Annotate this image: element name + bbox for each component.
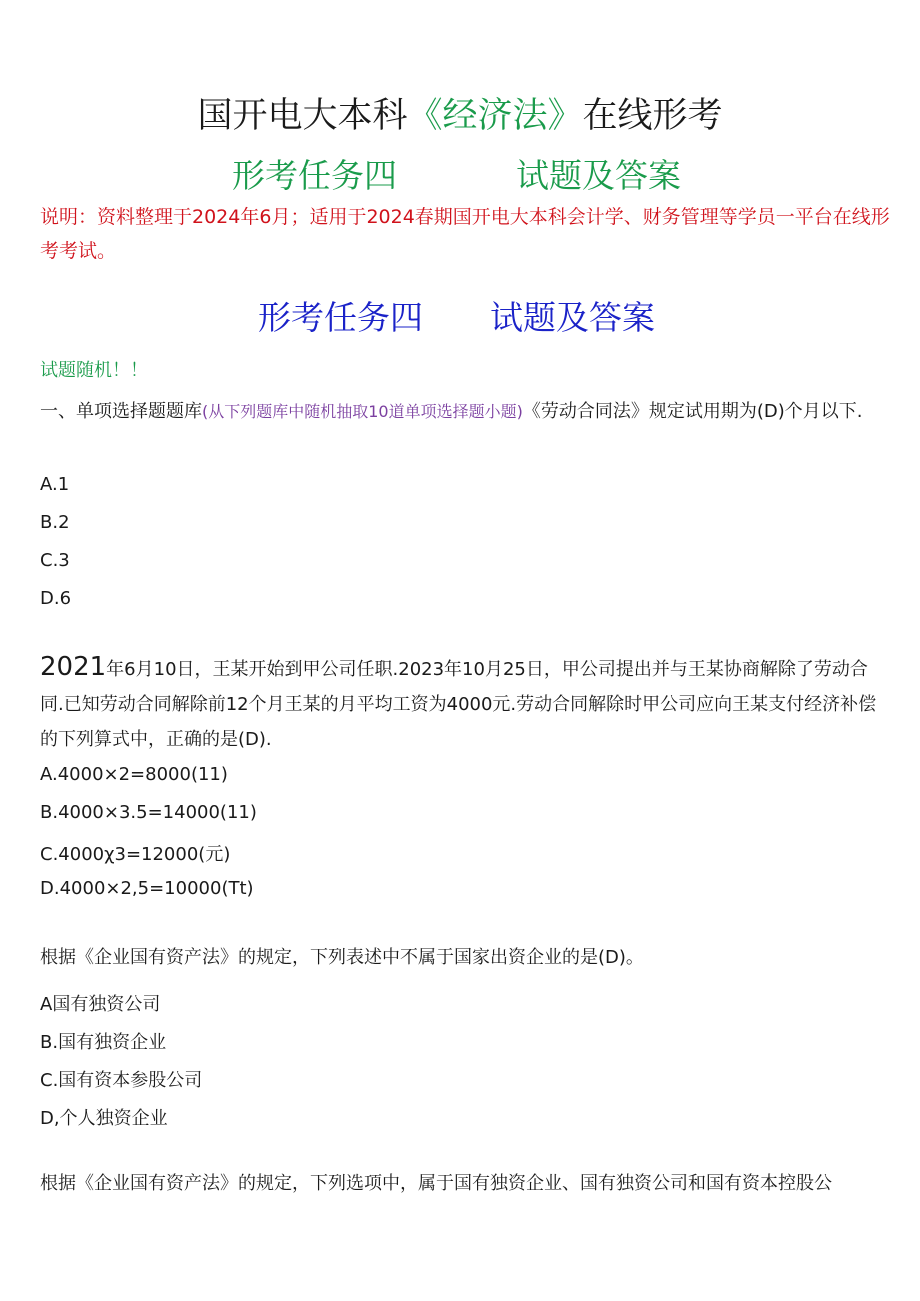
question-2-option-d: D.4000×2,5=10000(Tt): [40, 878, 254, 899]
subtitle-blue-left: 形考任务四: [258, 298, 423, 337]
question-3-option-d: D,个人独资企业: [40, 1108, 168, 1129]
question-1-option-b: B.2: [40, 512, 70, 533]
description-note: 说明：资料整理于2024年6月；适用于2024春期国开电大本科会计学、财务管理等学员一平台在线形考考试。: [40, 206, 890, 262]
question-2-option-c: C.4000χ3=12000(元): [40, 844, 231, 865]
title-post: 在线形考: [582, 96, 723, 136]
question-4-stem: 根据《企业国有资产法》的规定，下列选项中，属于国有独资企业、国有独资公司和国有资本控股公: [40, 1173, 832, 1194]
title-pre: 国开电大本科: [197, 96, 408, 136]
question-3-stem: 根据《企业国有资产法》的规定，下列表述中不属于国家出资企业的是(D)。: [40, 947, 644, 968]
random-note: 试题随机！！: [40, 360, 148, 381]
question-2: [40, 650, 885, 757]
subtitle-green-left: 形考任务四: [232, 156, 397, 195]
question-3-option-c: C.国有资本参股公司: [40, 1070, 203, 1091]
question-1-option-d: D.6: [40, 588, 72, 609]
question-1-stem: 《劳动合同法》规定试用期为(D)个月以下.: [522, 401, 863, 422]
question-1-option-a: A.1: [40, 474, 70, 495]
question-2-option-a: A.4000×2=8000(11): [40, 764, 228, 785]
question-3-option-a: A国有独资公司: [40, 994, 161, 1015]
subtitle-green: [0, 150, 920, 194]
question-2-stem: 年6月10日，王某开始到甲公司任职.2023年10月25日，甲公司提出并与王某协商解除了劳动合同.已知劳动合同解除前12个月王某的月平均工资为4000元.劳动合同解除时甲公司应向王某支付经济补偿的下列算式中，正确的是(D).: [40, 659, 877, 750]
subtitle-blue: [0, 292, 920, 336]
question-2-year: 2021: [40, 652, 107, 682]
question-2-option-b: B.4000×3.5=14000(11): [40, 802, 257, 823]
question-1-option-c: C.3: [40, 550, 70, 571]
question-1-source-note: (从下列题库中随机抽取10道单项选择题小题): [202, 402, 523, 421]
question-1: [40, 394, 885, 430]
document-title: [0, 88, 920, 138]
title-highlight: 《经济法》: [407, 96, 583, 136]
question-3-option-b: B.国有独资企业: [40, 1032, 167, 1053]
subtitle-green-right: 试题及答案: [516, 156, 681, 195]
question-1-prefix: 一、单项选择题题库: [40, 401, 202, 422]
subtitle-blue-right: 试题及答案: [490, 298, 655, 337]
